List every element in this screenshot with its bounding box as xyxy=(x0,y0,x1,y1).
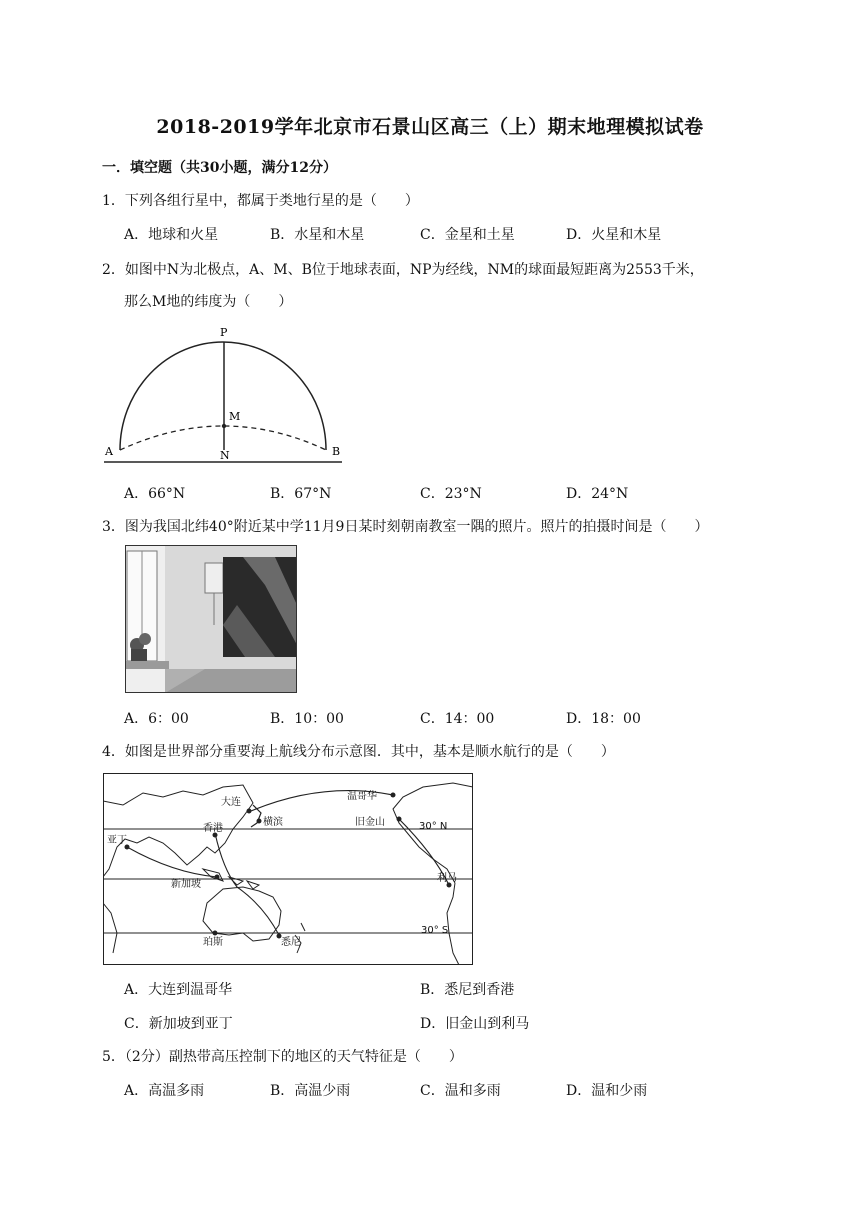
q4-option-c: C．新加坡到亚丁 xyxy=(124,1016,233,1032)
q1-option-d: D．火星和木星 xyxy=(566,227,662,243)
map-label-vancouver: 温哥华 xyxy=(347,791,377,802)
page-title: 2018-2019学年北京市石景山区高三（上）期末地理模拟试卷 xyxy=(156,116,704,138)
map-label-aden: 亚丁 xyxy=(107,835,127,846)
q3-option-b: B．10：00 xyxy=(270,711,344,727)
q5-option-c: C．温和多雨 xyxy=(420,1083,501,1099)
question-2-stem-line2: 那么M地的纬度为（ ） xyxy=(124,294,293,310)
map-label-lima: 利马 xyxy=(437,873,457,884)
map-label-yokohama: 横滨 xyxy=(263,817,283,828)
map-label-lat-30n: 30° N xyxy=(419,821,448,832)
classroom-photo xyxy=(125,545,297,693)
q5-option-a: A．高温多雨 xyxy=(124,1083,205,1099)
question-5-stem: 5．（2分）副热带高压控制下的地区的天气特征是（ ） xyxy=(102,1049,463,1065)
label-m: M xyxy=(229,410,241,423)
q3-option-d: D．18：00 xyxy=(566,711,641,727)
map-label-lat-30s: 30° S xyxy=(421,925,449,936)
q2-option-a: A．66°N xyxy=(124,486,186,502)
map-label-san-francisco: 旧金山 xyxy=(355,817,385,828)
map-label-singapore: 新加坡 xyxy=(171,879,201,890)
q2-option-b: B．67°N xyxy=(270,486,332,502)
question-1-stem: 1．下列各组行星中，都属于类地行星的是（ ） xyxy=(102,193,419,209)
map-label-sydney: 悉尼 xyxy=(281,937,301,948)
section-heading: 一．填空题（共30小题，满分12分） xyxy=(102,160,337,176)
map-label-dalian: 大连 xyxy=(221,797,241,808)
q3-option-c: C．14：00 xyxy=(420,711,495,727)
map-label-perth: 珀斯 xyxy=(203,937,223,948)
q3-option-a: A．6：00 xyxy=(124,711,189,727)
label-p: P xyxy=(220,326,228,339)
q5-option-d: D．温和少雨 xyxy=(566,1083,648,1099)
q5-option-b: B．高温少雨 xyxy=(270,1083,351,1099)
map-label-hong-kong: 香港 xyxy=(203,823,223,834)
q2-option-d: D．24°N xyxy=(566,486,629,502)
question-3-stem: 3．图为我国北纬40°附近某中学11月9日某时刻朝南教室一隅的照片。照片的拍摄时间是（ ） xyxy=(102,519,709,535)
label-a: A xyxy=(105,445,113,458)
q2-option-c: C．23°N xyxy=(420,486,482,502)
label-n: N xyxy=(220,449,230,462)
hemisphere-diagram xyxy=(100,322,346,470)
label-b: B xyxy=(332,445,341,458)
q4-option-a: A．大连到温哥华 xyxy=(124,982,233,998)
shipping-routes-map xyxy=(103,773,473,965)
q1-option-c: C．金星和土星 xyxy=(420,227,515,243)
q1-option-b: B．水星和木星 xyxy=(270,227,365,243)
q1-option-a: A．地球和火星 xyxy=(124,227,219,243)
q4-option-d: D．旧金山到利马 xyxy=(420,1016,530,1032)
question-4-stem: 4．如图是世界部分重要海上航线分布示意图．其中，基本是顺水航行的是（ ） xyxy=(102,744,615,760)
q4-option-b: B．悉尼到香港 xyxy=(420,982,515,998)
question-2-stem: 2．如图中N为北极点，A、M、B位于地球表面，NP为经线，NM的球面最短距离为2553千米， xyxy=(102,262,704,278)
